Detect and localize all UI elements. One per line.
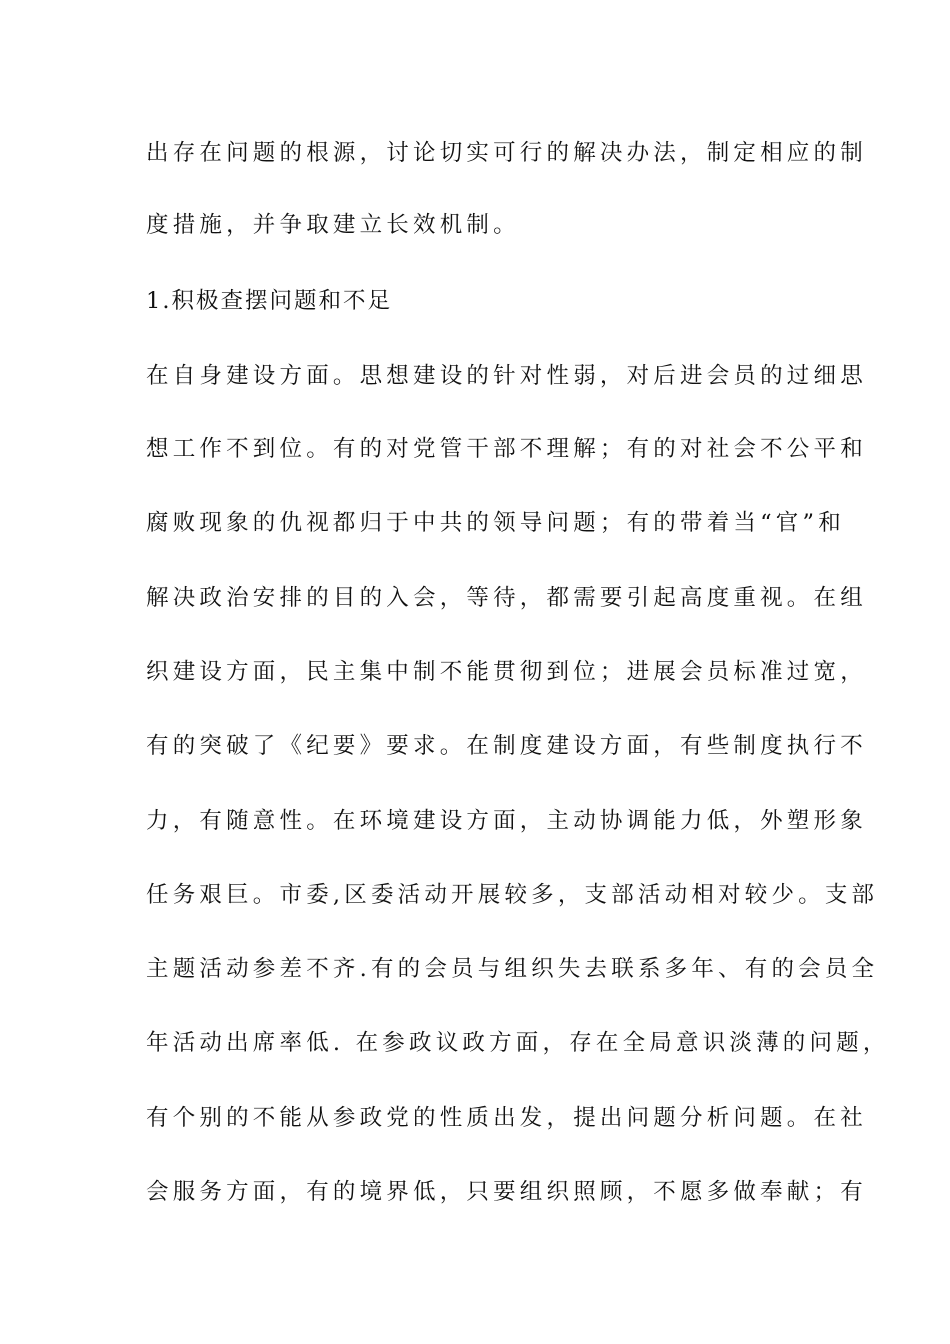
paragraph-line: 解决政治安排的目的入会，等待，都需要引起高度重视。在组 (146, 585, 867, 611)
paragraph-line: 度措施，并争取建立长效机制。 (146, 212, 520, 238)
paragraph-line: 力，有随意性。在环境建设方面，主动协调能力低，外塑形象 (146, 808, 867, 834)
paragraph-line: 有的突破了《纪要》要求。在制度建设方面，有些制度执行不 (146, 733, 867, 759)
paragraph-line: 织建设方面，民主集中制不能贯彻到位；进展会员标准过宽， (146, 659, 867, 685)
paragraph-line: 在自身建设方面。思想建设的针对性弱，对后进会员的过细思 (146, 363, 867, 389)
paragraph-line: 腐败现象的仇视都归于中共的领导问题；有的带着当“官”和 (146, 510, 845, 536)
paragraph-line: 主题活动参差不齐.有的会员与组织失去联系多年、有的会员全 (146, 956, 879, 982)
paragraph-line: 想工作不到位。有的对党管干部不理解；有的对社会不公平和 (146, 436, 867, 462)
paragraph-line: 出存在问题的根源，讨论切实可行的解决办法，制定相应的制 (146, 140, 867, 166)
paragraph-line: 会服务方面，有的境界低，只要组织照顾，不愿多做奉献；有 (146, 1179, 867, 1205)
paragraph-line: 有个别的不能从参政党的性质出发，提出问题分析问题。在社 (146, 1105, 867, 1131)
section-heading: 1.积极查摆问题和不足 (146, 288, 392, 314)
paragraph-line: 年活动出席率低. 在参政议政方面，存在全局意识淡薄的问题， (146, 1030, 890, 1056)
paragraph-line: 任务艰巨。市委,区委活动开展较多，支部活动相对较少。支部 (146, 882, 879, 908)
